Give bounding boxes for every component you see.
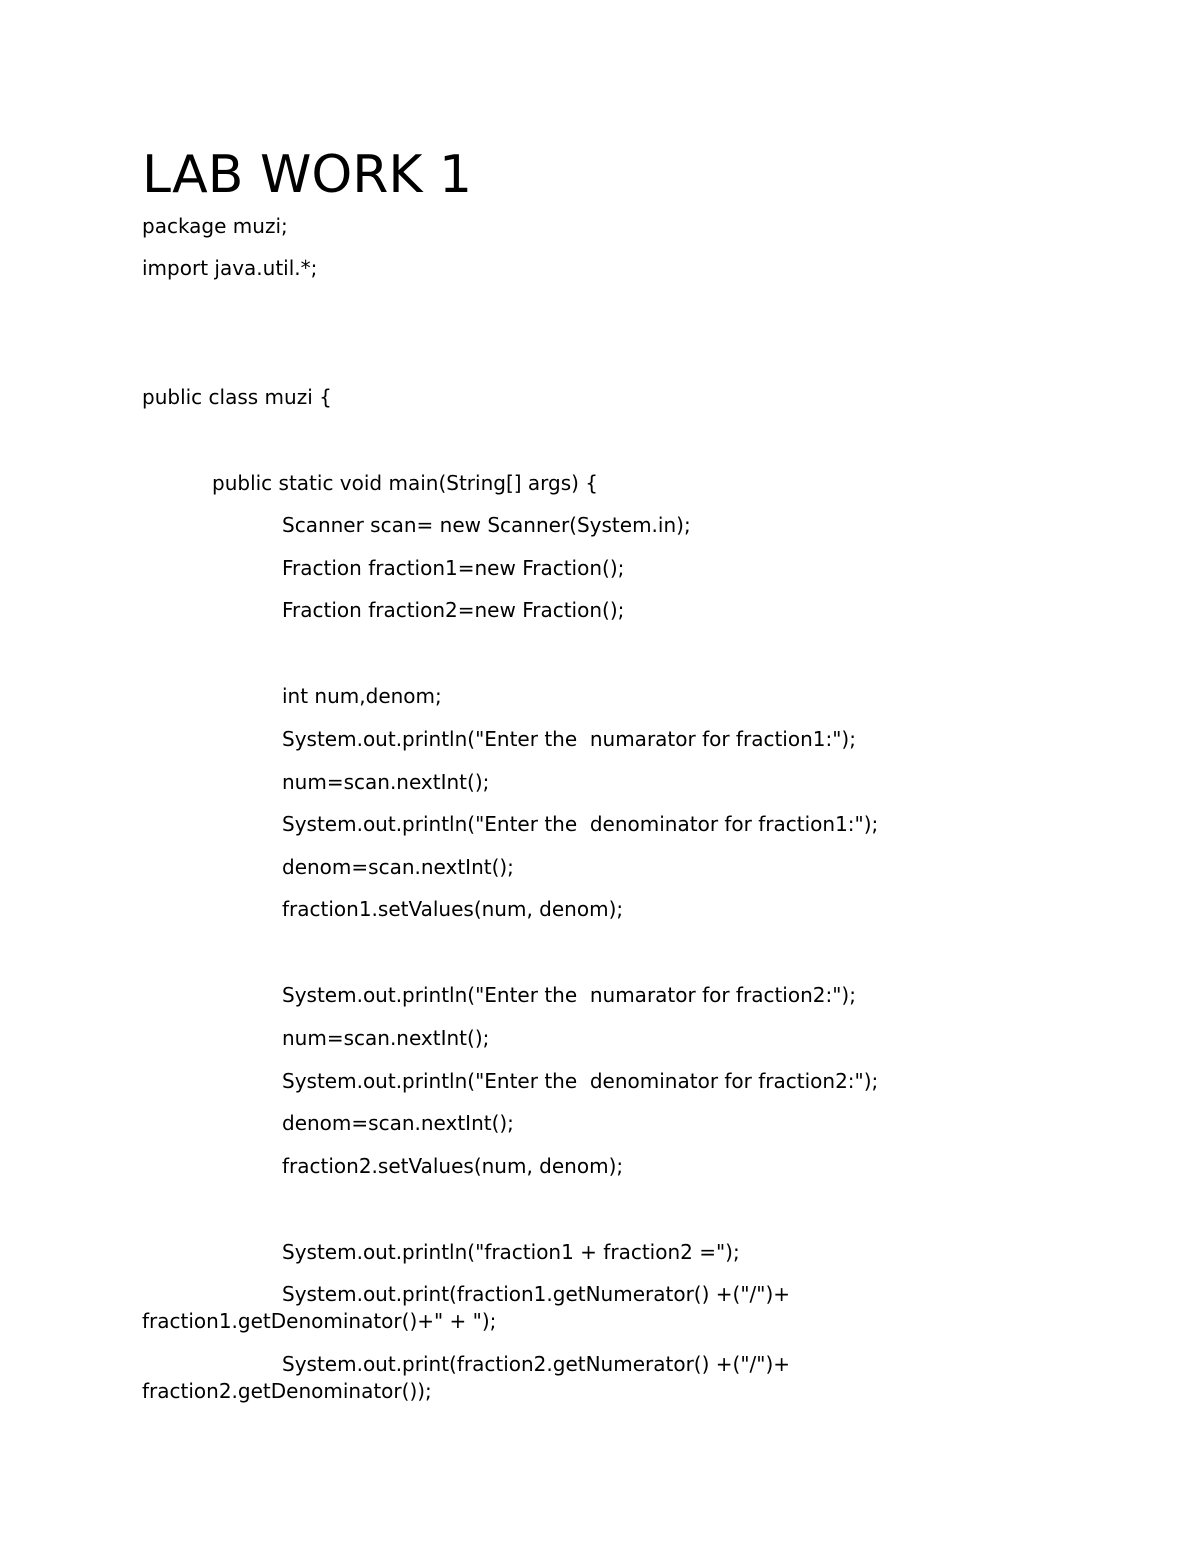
code-line: System.out.println("Enter the denominator for fraction1:");: [282, 812, 879, 836]
code-line: Scanner scan= new Scanner(System.in);: [282, 513, 691, 537]
code-line: package muzi;: [142, 214, 288, 238]
code-line: fraction2.setValues(num, denom);: [282, 1154, 624, 1178]
code-line: fraction1.getDenominator()+" + ");: [142, 1309, 497, 1333]
code-line: System.out.println("Enter the numarator for fraction2:");: [282, 983, 856, 1007]
code-line: public static void main(String[] args) {: [212, 471, 599, 495]
code-line: fraction2.getDenominator());: [142, 1379, 432, 1403]
code-line: num=scan.nextInt();: [282, 770, 490, 794]
document-title: LAB WORK 1: [142, 145, 473, 205]
code-line: System.out.print(fraction2.getNumerator() +("/")+: [282, 1352, 791, 1376]
code-line: Fraction fraction1=new Fraction();: [282, 556, 625, 580]
code-line: System.out.println("fraction1 + fraction2 =");: [282, 1240, 740, 1264]
code-line: denom=scan.nextInt();: [282, 1111, 514, 1135]
code-line: int num,denom;: [282, 684, 442, 708]
code-line: fraction1.setValues(num, denom);: [282, 897, 624, 921]
code-line: System.out.println("Enter the denominator for fraction2:");: [282, 1069, 879, 1093]
code-line: import java.util.*;: [142, 256, 318, 280]
code-line: denom=scan.nextInt();: [282, 855, 514, 879]
code-line: System.out.print(fraction1.getNumerator() +("/")+: [282, 1282, 791, 1306]
code-line: System.out.println("Enter the numarator for fraction1:");: [282, 727, 856, 751]
code-line: public class muzi {: [142, 385, 332, 409]
code-line: Fraction fraction2=new Fraction();: [282, 598, 625, 622]
code-line: num=scan.nextInt();: [282, 1026, 490, 1050]
